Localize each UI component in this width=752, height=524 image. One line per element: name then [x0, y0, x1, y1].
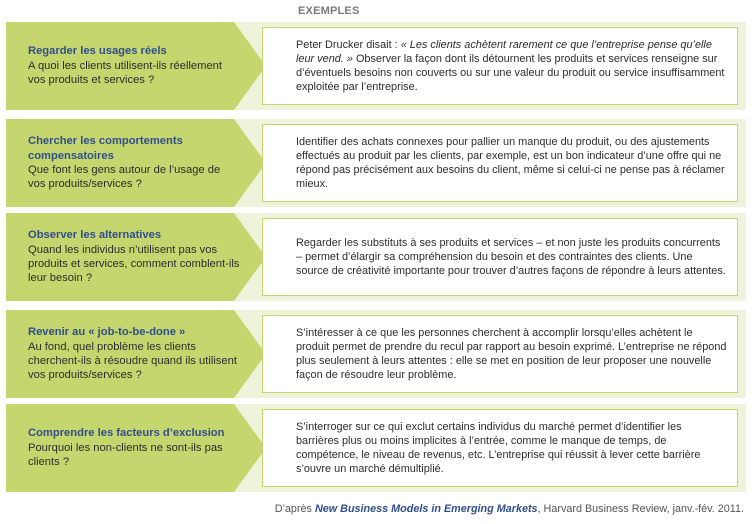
strategy-label: [28, 404, 240, 492]
example-text: S’interroger sur ce qui exclut certains individus du marché permet d’identifier les barrières plus ou moins implicites à l’entrée, comme le manque de temps, de compétence, le niveau de revenus, etc. L’entreprise qui réussit à lever cette barrière s’ouvre un marché démultiplié.: [296, 420, 701, 476]
example-prefix: Peter Drucker disait :: [296, 38, 401, 51]
strategy-question: A quoi les clients utilisent-ils réellement vos produits et services ?: [28, 59, 223, 87]
example-box: [262, 124, 738, 202]
strategy-question: Quand les individus n’utilisent pas vos produits et services, comment comblent-ils leur besoin ?: [28, 243, 240, 285]
strategy-row: [6, 119, 746, 207]
strategy-title: Comprendre les facteurs d’exclusion: [28, 427, 225, 440]
strategy-title: Revenir au « job-to-be-done »: [28, 326, 186, 339]
strategy-row: [6, 310, 746, 398]
strategy-row: [6, 404, 746, 492]
example-text: Regarder les substituts à ses produits et services – et non juste les produits concurrents – permet d’élargir sa compréhension du besoin et des contraintes des clients. Une source de créativité importante pour trouver d’autres façons de répondre à leurs attentes.: [296, 236, 726, 278]
example-box: [262, 409, 738, 487]
examples-header: EXEMPLES: [298, 5, 360, 17]
strategy-question: Pourquoi les non-clients ne sont-ils pas clients ?: [28, 441, 223, 469]
source-suffix: , Harvard Business Review, janv.-fév. 2011.: [537, 503, 744, 515]
strategy-question: Que font les gens autour de l’usage de vos produits/services ?: [28, 164, 221, 191]
source-prefix: D’après: [274, 503, 315, 515]
strategy-question: Au fond, quel problème les clients cherchent-ils à résoudre quand ils utilisent vos produits/services ?: [28, 340, 237, 382]
example-quote: « Les clients achètent rarement ce que l’entreprise pense qu’elle leur vend. »: [296, 38, 712, 65]
source-title: New Business Models in Emerging Markets: [314, 503, 538, 515]
strategy-title: Observer les alternatives: [28, 229, 162, 242]
example-text: Identifier des achats connexes pour pallier un manque du produit, ou des ajustements effectués au produit par les clients, par exemple, est un bon indicateur d’une offre qui ne répond pas précisément aux besoins du client, même si celui-ci ne pense pas à réclamer mieux.: [296, 135, 725, 191]
strategy-row: [6, 22, 746, 110]
example-text: [296, 38, 727, 95]
strategy-label: [28, 119, 240, 207]
source-credit: [275, 503, 744, 515]
example-box: [262, 27, 738, 105]
strategy-row: [6, 213, 746, 301]
strategy-label: [28, 310, 240, 398]
strategy-label: [28, 22, 240, 110]
strategy-title: Chercher les comportements compensatoires: [28, 135, 183, 162]
example-box: [262, 315, 738, 393]
strategy-label: [28, 213, 240, 301]
strategy-title: Regarder les usages réels: [28, 45, 167, 58]
example-text: S’intéresser à ce que les personnes cherchent à accomplir lorsqu’elles achètent le produit permet de prendre du recul par rapport au besoin exprimé. L’entreprise ne répond plus seulement à leurs attentes : elle se met en position de leur proposer une nouvelle façon de résoudre leur problème.: [296, 326, 727, 382]
example-rest: Observer la façon dont ils détournent les produits et services renseigne sur d’éventuels besoins non couverts ou sur une valeur du produit ou service insuffisamment exploitée par l’entreprise.: [296, 52, 725, 94]
example-box: [262, 218, 738, 296]
